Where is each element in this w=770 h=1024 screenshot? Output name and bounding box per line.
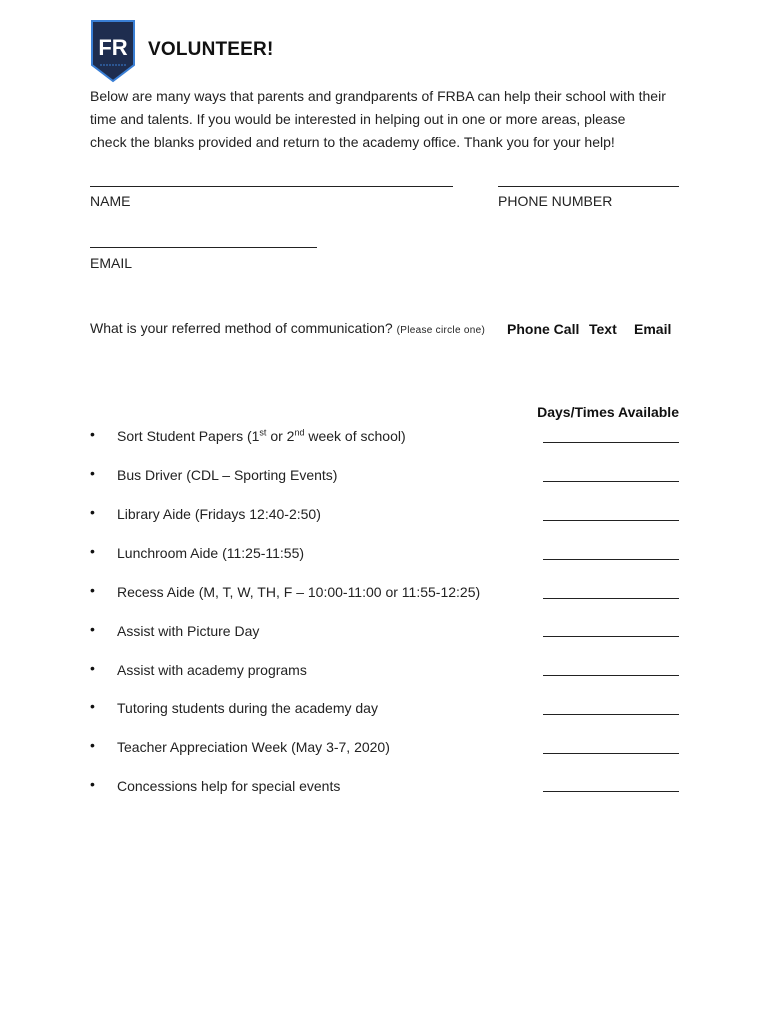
availability-blank[interactable]	[543, 481, 679, 482]
bullet: •	[90, 543, 95, 559]
bullet: •	[90, 504, 95, 520]
bullet: •	[90, 660, 95, 676]
availability-blank[interactable]	[543, 675, 679, 676]
list-item: Assist with Picture Day	[117, 623, 260, 639]
list-item: Sort Student Papers (1st or 2nd week of school)	[117, 427, 406, 444]
bullet: •	[90, 621, 95, 637]
availability-blank[interactable]	[543, 598, 679, 599]
intro-line: Below are many ways that parents and grandparents of FRBA can help their school with their	[90, 88, 666, 104]
option-phone-call[interactable]: Phone Call	[507, 321, 580, 337]
list-item: Teacher Appreciation Week (May 3-7, 2020)	[117, 739, 390, 755]
page-title: VOLUNTEER!	[148, 39, 274, 60]
logo-lettering: FR	[98, 35, 128, 60]
name-label: NAME	[90, 193, 131, 209]
intro-line: check the blanks provided and return to the academy office. Thank you for your help!	[90, 134, 615, 150]
intro-paragraph	[90, 85, 690, 154]
availability-blank[interactable]	[543, 636, 679, 637]
days-times-header: Days/Times Available	[537, 404, 679, 420]
availability-blank[interactable]	[543, 520, 679, 521]
availability-blank[interactable]	[543, 559, 679, 560]
bullet: •	[90, 737, 95, 753]
list-item: Recess Aide (M, T, W, TH, F – 10:00-11:00 or 11:55-12:25)	[117, 584, 481, 600]
email-blank-line[interactable]	[90, 247, 317, 248]
email-label: EMAIL	[90, 255, 133, 271]
list-item: Library Aide (Fridays 12:40-2:50)	[117, 506, 321, 522]
availability-blank[interactable]	[543, 442, 679, 443]
phone-blank-line[interactable]	[498, 186, 679, 187]
bullet: •	[90, 776, 95, 792]
list-item: Bus Driver (CDL – Sporting Events)	[117, 467, 338, 483]
list-item: Tutoring students during the academy day	[117, 700, 378, 716]
question-text: What is your referred method of communication?	[90, 320, 393, 336]
phone-label: PHONE NUMBER	[498, 193, 613, 209]
intro-line: time and talents. If you would be interested in helping out in one or more areas, please	[90, 111, 626, 127]
availability-blank[interactable]	[543, 714, 679, 715]
school-logo	[90, 19, 136, 83]
communication-question	[90, 320, 485, 336]
name-blank-line[interactable]	[90, 186, 453, 187]
option-text[interactable]: Text	[589, 321, 617, 337]
bullet: •	[90, 698, 95, 714]
availability-blank[interactable]	[543, 791, 679, 792]
bullet: •	[90, 582, 95, 598]
list-item: Assist with academy programs	[117, 662, 307, 678]
list-item: Concessions help for special events	[117, 778, 341, 794]
bullet: •	[90, 465, 95, 481]
availability-blank[interactable]	[543, 753, 679, 754]
circle-note: (Please circle one)	[396, 325, 486, 336]
bullet: •	[90, 426, 95, 442]
list-item: Lunchroom Aide (11:25-11:55)	[117, 545, 305, 561]
option-email[interactable]: Email	[634, 321, 672, 337]
